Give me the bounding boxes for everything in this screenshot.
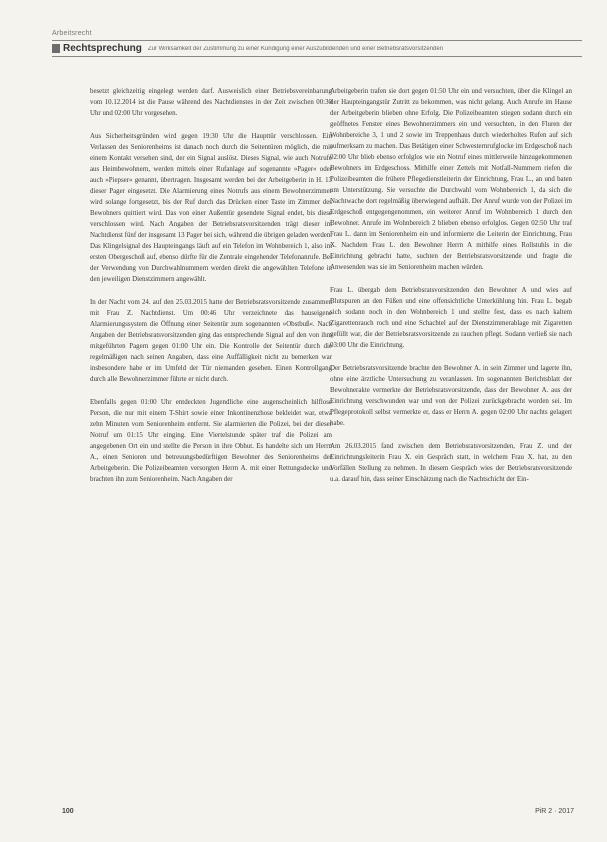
- paragraph: Arbeitgeberin trafen sie dort gegen 01:50 Uhr ein und versuchten, über die Klingel an der Haupteingangstür Zutritt zu bekommen, was nicht gelang. Auch Anrufe im Hause der Arbeitgeberin blieben ohne Erfolg. Die Polizeibeamten stiegen sodann durch ein geöffnetes Fenster eines Bewohnerzimmers ein und versuchten, in den Fluren der Wohnbereiche 3, 1 und 2 sowie im Treppenhaus durch wiederholtes Rufen auf sich aufmerksam zu machen. Das Betätigen einer Schwesternrufglocke im Erdgeschoß nach 02:00 Uhr blieb ebenso erfolglos wie ein Notruf eines mittlerweile hinzugekommenen Bewohners im Erdgeschoss. Mithilfe einer Zettels mit Notfall-Nummern riefen die Polizeibeamten die frühere Pflegedienstleiterin der Einrichtung, Frau L., an und baten um Unterstützung. Sie versuchte die Durchwahl vom Wohnbereich 1, da sich die Nachtwache dort regelmäßig überwiegend aufhält. Der Anruf wurde von der Polizei im Erdgeschoß entgegengenommen, ein weiterer Anruf im Wohnbereich 1 durch den Bewohner. Anrufe im Wohnbereich 2 blieben ebenso erfolglos. Gegen 02:50 Uhr traf Frau L. dann im Seniorenheim ein und informierte die Leiterin der Einrichtung, Frau X. Nachdem Frau L. den Bewohner Herrn A mithilfe eines Rollstuhls in die Einrichtung gebracht hatte, suchten der Betriebsratsvorsitzende und fragte die Anwesenden was sie im Seniorenheim machen würden.: [330, 88, 572, 271]
- paragraph: Am 26.03.2015 fand zwischen dem Betriebsratsvorsitzenden, Frau Z. und der Einrichtungsleiterin Frau X. ein Gespräch statt, in welchem Frau X. hat, zu den Vorfällen Stellung zu nehmen. In diesem Gespräch wies der Betriebsratsvorsitzende u.a. darauf hin, dass seiner Einschätzung nach die Nachtschicht der Ein-: [330, 443, 572, 483]
- header-bar: [52, 40, 582, 57]
- paragraph: Aus Sicherheitsgründen wird gegen 19:30 Uhr die Haupttür verschlossen. Ein Verlassen des Seniorenheims ist danach noch durch die Seitentüren möglich, die mit einem Kontakt versehen sind, der ein Signal auslöst. Dieses Signal, wie auch Notrufe aus Heimbewohnern, werden mittels einer Rufanlage auf sogenannte »Pager« oder auch »Piepser« genannt, übertragen. Insgesamt werden bei der Arbeitgeberin in H. 13 dieser Pager eingesetzt. Die Alarmierung eines Notrufs aus einem Bewohnerzimmer wird solange fortgesetzt, bis der Ruf durch das Drücken einer Taste im Zimmer des Bewohners quittiert wird. Das von einer Außentür gesendete Signal endet, bis diese verschlossen wird. Nach Angaben der Betriebsratsvorsitzenden trägt dieser im Nachtdienst fünf der insgesamt 13 Pager bei sich, während die übrigen geladen werden. Das Klingelsignal des Haupteingangs läuft auf ein Telefon im Wohnbereich 1, also im ersten Obergeschoß auf, ebenso dürfte für die Zentrale eingehender Telefonanrufe. Bei der Verwendung von Durchwahlnummern werden direkt die angewählten Telefone in den jeweiligen Dienstzimmern angewählt.: [90, 133, 332, 283]
- header-marker: [52, 44, 60, 53]
- paragraph: besetzt gleichzeitig eingelegt werden darf. Ausweislich einer Betriebsvereinbarung vom 10.12.2014 ist die Pause während des Nachtdienstes in der Zeit zwischen 00:30 Uhr und 02:00 Uhr vorgesehen.: [90, 88, 332, 117]
- page-number: 100: [62, 808, 74, 815]
- left-column: [90, 86, 332, 497]
- right-column: [330, 86, 572, 497]
- paragraph: In der Nacht vom 24. auf den 25.03.2015 hatte der Betriebsratsvorsitzende zusammen mit Frau Z. Nachtdienst. Um 00:46 Uhr verzeichnete das hauseigene Alarmierungssystem die Öffnung einer Seitentür zum sogenannten »Obstbuß«. Nach Angaben der Betriebsratsvorsitzenden ging das entsprechende Signal auf den von ihm mitgeführten Pagern gegen 01:00 Uhr ein. Die Kontrolle der Seitentür durch die regelmäßigen nach seinen Angaben, dass eine Auffälligkeit nicht zu bemerken war insbesondere habe er im Umfeld der Tür niemanden gesehen. Einen Kontrollgang durch alle Bewohnerzimmer führte er nicht durch.: [90, 299, 332, 383]
- header-title: Rechtsprechung: [63, 43, 142, 54]
- paragraph: Der Betriebsratsvorsitzende brachte den Bewohner A. in sein Zimmer und lagerte ihn, ohne eine ärztliche Untersuchung zu veranlassen. Im sogenannten Berichtsblatt der Bewohnerakte vermerkte der Betriebsratsvorsitzende, dass der Bewohner A. aus der Einrichtung verschwunden war und von der Polizei zurückgebracht worden sei. Im Pflegeprotokoll selbst vermerkte er, dass er Herrn A. gegen 02:00 Uhr nachts gelagert habe.: [330, 365, 572, 427]
- paragraph: Ebenfalls gegen 01:00 Uhr entdeckten Jugendliche eine augenscheinlich hilflose Person, die nur mit einem T-Shirt sowie einer Inkontinenzhose bekleidet war, etwa zehn Minuten vom Seniorenheim entfernt. Sie alarmierten die Polizei, bei der dieser Notruf um 01:15 Uhr einging. Eine Viertelstunde später traf die Polizei am angegebenen Ort ein und stellte die Person in ihre Obhut. Es handelte sich um Herrn A., einen Senioren und betreuungsbedürftigen Bewohner des Seniorenheims der Arbeitgeberin. Die Polizeibeamten versorgten Herrn A. mit einer Rettungsdecke und brachten ihn zum Seniorenheim. Nach Angaben der: [90, 399, 332, 483]
- issue-info: PiR 2 · 2017: [535, 808, 574, 815]
- page-header: [52, 30, 582, 57]
- header-subtitle: Zur Wirksamkeit der Zustimmung zu einer Kündigung einer Auszubildenden und einer Betriebsratsvorsitzenden: [147, 45, 444, 52]
- page-footer: [62, 808, 582, 815]
- section-label: Arbeitsrecht: [52, 30, 92, 37]
- paragraph: Frau L. übergab dem Betriebsratsvorsitzenden den Bewohner A und wies auf Blutspuren an den Füßen und eine offensichtliche Unterkühlung hin. Frau L. begab sich sodann noch in den Wohnbereich 1 und stellte fest, dass es nach kaltem Zigarettenrauch roch und eine Schachtel auf der Dienstzimmerablage mit Zigaretten gefüllt war, die der Betriebsratsvorsitzende zu rauchen pflegt. Sodann verließ sie nach 03:00 Uhr die Einrichtung.: [330, 287, 572, 349]
